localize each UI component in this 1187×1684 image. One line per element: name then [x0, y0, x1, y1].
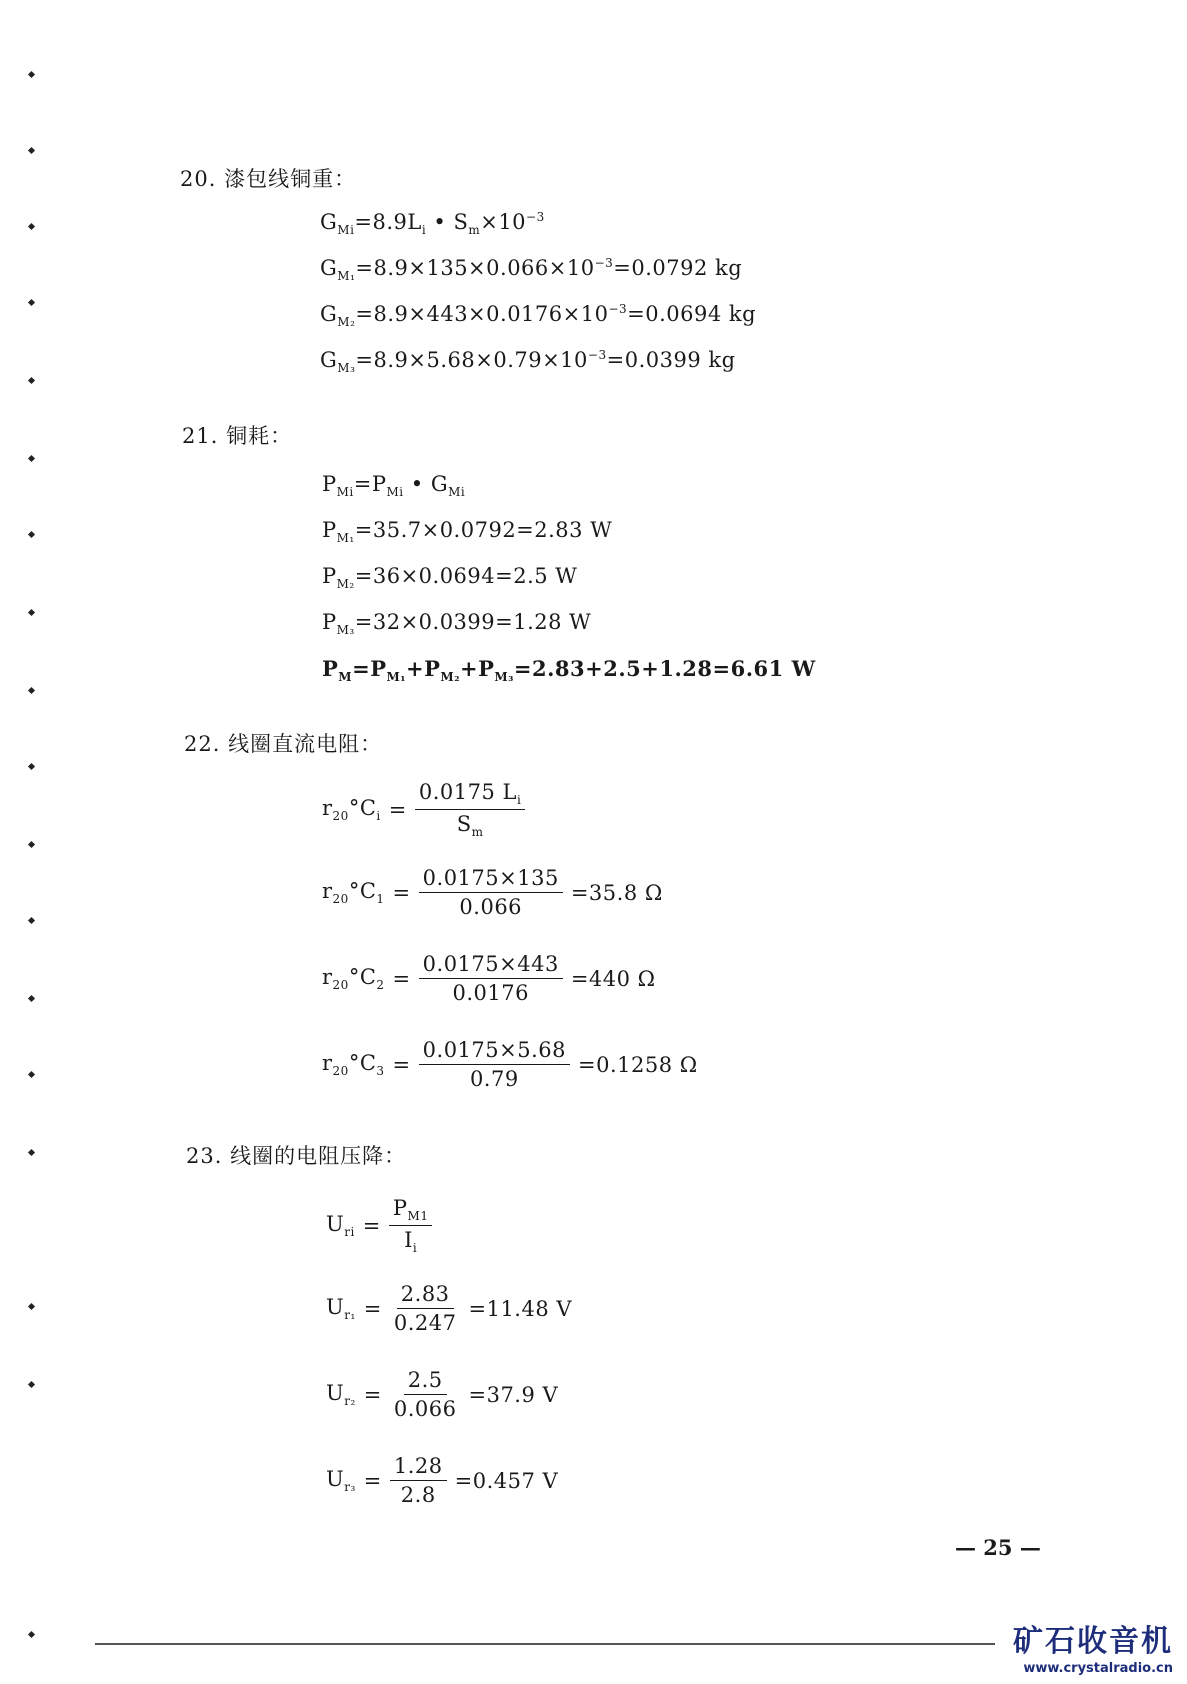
equation-copper-weight-1: $G_{M_1}=8.9\times 135\times 0.066\times 10^{-3}=0.0792$ kg	[320, 256, 743, 284]
equation-dc-resistance-general: $r_{20}^\circ C_i$ = $\frac{0.0175 L_i}{S_m}$	[322, 780, 525, 839]
margin-mark	[28, 299, 35, 306]
equation-copper-loss-2: $P_{M_2}=36\times 0.0694=2.5$ W	[322, 564, 578, 592]
section-20-heading: 20. 漆包线铜重：	[180, 167, 357, 191]
equation-dc-resistance-3: $r_{20}^\circ C_3$ = $\frac{0.0175\times 5.68}{0.79}$ =0.1258 Ω	[322, 1038, 698, 1091]
margin-mark	[28, 687, 35, 694]
fraction: $\frac{P_{M1}}{I_i}$	[389, 1196, 433, 1255]
equation-dc-resistance-2: $r_{20}^\circ C_2$ = $\frac{0.0175\times 443}{0.0176}$ =440 Ω	[322, 952, 656, 1005]
margin-mark	[28, 841, 35, 848]
equation-copper-weight-3: $G_{M_3}=8.9\times 5.68\times 0.79\times 10^{-3}=0.0399$ kg	[320, 348, 736, 376]
equation-dc-resistance-1: $r_{20}^\circ C_1$ = $\frac{0.0175\times 135}{0.066}$ =35.8 Ω	[322, 866, 663, 919]
margin-mark	[28, 917, 35, 924]
equation-voltage-drop-1: $U_{r_1}$ = $\frac{2.83}{0.247}$ =11.48 V	[326, 1282, 573, 1335]
fraction: $\frac{0.0175\times 5.68}{0.79}$	[419, 1038, 570, 1091]
bottom-rule	[95, 1643, 995, 1645]
margin-mark	[28, 1381, 35, 1388]
watermark-logo	[1013, 1624, 1173, 1676]
equation-voltage-drop-3: $U_{r_3}$ = $\frac{1.28}{2.8}$ =0.457 V	[326, 1454, 559, 1507]
equation-copper-weight-general: $G_{Mi}=8.9L_i$ • $S_m\times 10^{-3}$	[320, 210, 545, 238]
margin-mark	[28, 609, 35, 616]
margin-mark	[28, 147, 35, 154]
page-number: — 25 —	[955, 1535, 1041, 1560]
equation-copper-loss-3: $P_{M_3}=32\times 0.0399=1.28$ W	[322, 610, 592, 638]
margin-mark	[28, 1303, 35, 1310]
fraction: $\frac{0.0175 L_i}{S_m}$	[415, 780, 525, 839]
margin-mark	[28, 1149, 35, 1156]
fraction: $\frac{2.5}{0.066}$	[393, 1368, 457, 1421]
equation-voltage-drop-2: $U_{r_2}$ = $\frac{2.5}{0.066}$ =37.9 V	[326, 1368, 559, 1421]
margin-mark	[28, 1071, 35, 1078]
equation-copper-loss-general: $P_{Mi}=P_{Mi}$ • $G_{Mi}$	[322, 472, 466, 500]
margin-mark	[28, 763, 35, 770]
section-21-heading: 21. 铜耗：	[182, 424, 293, 448]
fraction: $\frac{0.0175\times 443}{0.0176}$	[419, 952, 563, 1005]
margin-mark	[28, 995, 35, 1002]
watermark-title: 矿石收音机	[1013, 1624, 1173, 1659]
margin-mark	[28, 71, 35, 78]
margin-mark	[28, 377, 35, 384]
margin-mark	[28, 531, 35, 538]
margin-mark	[28, 223, 35, 230]
fraction: $\frac{0.0175\times 135}{0.066}$	[419, 866, 563, 919]
equation-copper-loss-1: $P_{M_1}=35.7\times 0.0792=2.83$ W	[322, 518, 613, 546]
equation-copper-weight-2: $G_{M_2}=8.9\times 443\times 0.0176\times 10^{-3}=0.0694$ kg	[320, 302, 757, 330]
margin-mark	[28, 455, 35, 462]
section-22-heading: 22. 线圈直流电阻：	[184, 732, 383, 756]
margin-mark	[28, 1631, 35, 1638]
watermark-url: www.crystalradio.cn	[1023, 1661, 1173, 1676]
equation-copper-loss-total: $P_M=P_{M_1}+P_{M_2}+P_{M_3}=2.83+2.5+1.28=6.61$ W	[322, 656, 816, 685]
fraction: $\frac{2.83}{0.247}$	[393, 1282, 457, 1335]
section-23-heading: 23. 线圈的电阻压降：	[186, 1144, 407, 1168]
equation-voltage-drop-general: $U_{ri}$ = $\frac{P_{M1}}{I_i}$	[326, 1196, 432, 1255]
fraction: $\frac{1.28}{2.8}$	[390, 1454, 447, 1507]
